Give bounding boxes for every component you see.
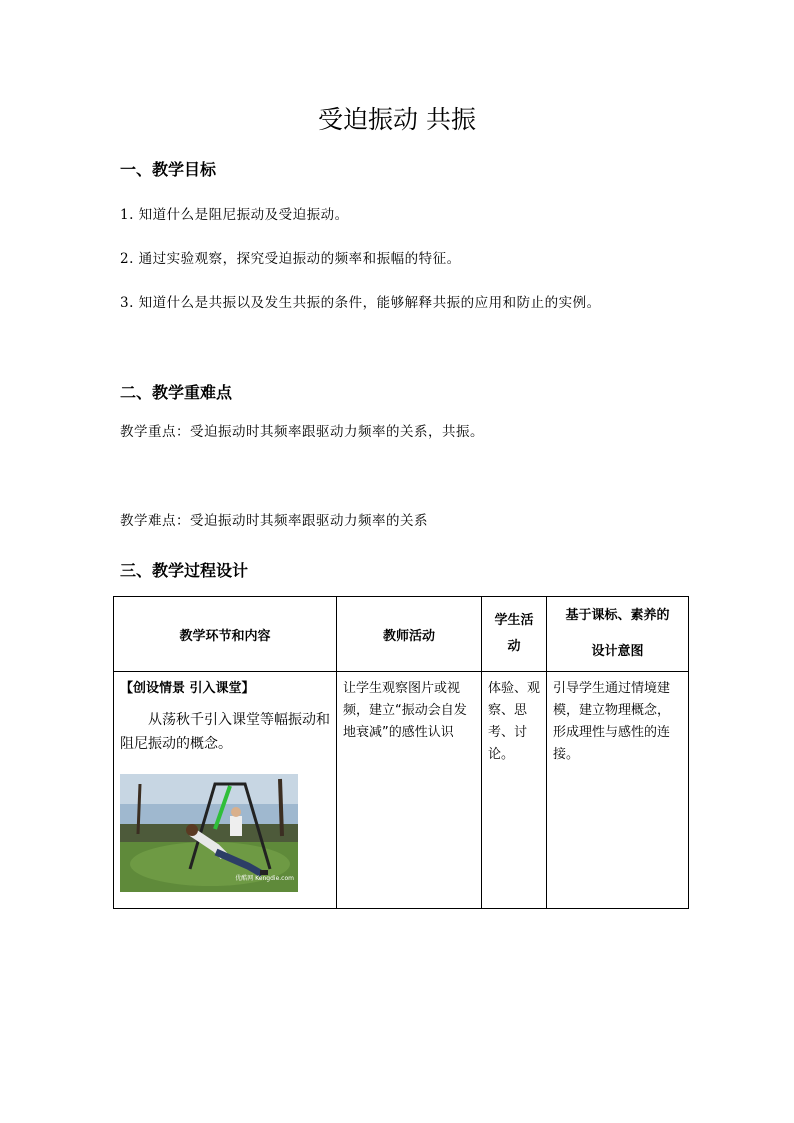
table-header-row <box>114 597 689 672</box>
section-heading-key-points: 二、教学重难点 <box>120 383 233 402</box>
cell-intent <box>547 672 689 909</box>
page-title: 受迫振动 共振 <box>318 105 476 134</box>
swing-photo <box>120 774 298 892</box>
cell-student <box>482 672 547 909</box>
key-point-text: 教学重点：受迫振动时其频率跟驱动力频率的关系，共振。 <box>120 424 484 440</box>
objective-item-2: 2. 通过实验观察，探究受迫振动的频率和振幅的特征。 <box>120 251 461 267</box>
design-intent: 引导学生通过情境建模，建立物理概念，形成理性与感性的连接。 <box>553 681 671 762</box>
student-activity: 体验、观察、思考、讨论。 <box>488 681 541 762</box>
difficulty-text: 教学难点：受迫振动时其频率跟驱动力频率的关系 <box>120 513 428 529</box>
photo-watermark: 优酷网 Kengdie.com <box>235 875 294 882</box>
stage-title: 【创设情景 引入课堂】 <box>120 681 255 696</box>
process-table <box>113 596 689 909</box>
cell-stage <box>114 672 337 909</box>
header-stage: 教学环节和内容 <box>114 597 337 672</box>
objective-item-3: 3. 知道什么是共振以及发生共振的条件，能够解释共振的应用和防止的实例。 <box>120 295 601 311</box>
teacher-activity: 让学生观察图片或视频，建立“振动会自发地衰减”的感性认识 <box>343 681 467 740</box>
header-student-line1: 学生活 <box>494 613 534 628</box>
header-teacher: 教师活动 <box>337 597 482 672</box>
header-student <box>482 597 547 672</box>
section-heading-objectives: 一、教学目标 <box>120 160 217 179</box>
objective-item-1: 1. 知道什么是阻尼振动及受迫振动。 <box>120 207 349 223</box>
table-row <box>114 672 689 909</box>
header-intent-line2: 设计意图 <box>591 644 644 659</box>
header-intent <box>547 597 689 672</box>
header-student-line2: 动 <box>507 639 521 654</box>
header-intent-line1: 基于课标、素养的 <box>565 608 670 623</box>
section-heading-process: 三、教学过程设计 <box>120 561 249 580</box>
cell-teacher <box>337 672 482 909</box>
stage-body: 从荡秋千引入课堂等幅振动和阻尼振动的概念。 <box>120 712 330 752</box>
